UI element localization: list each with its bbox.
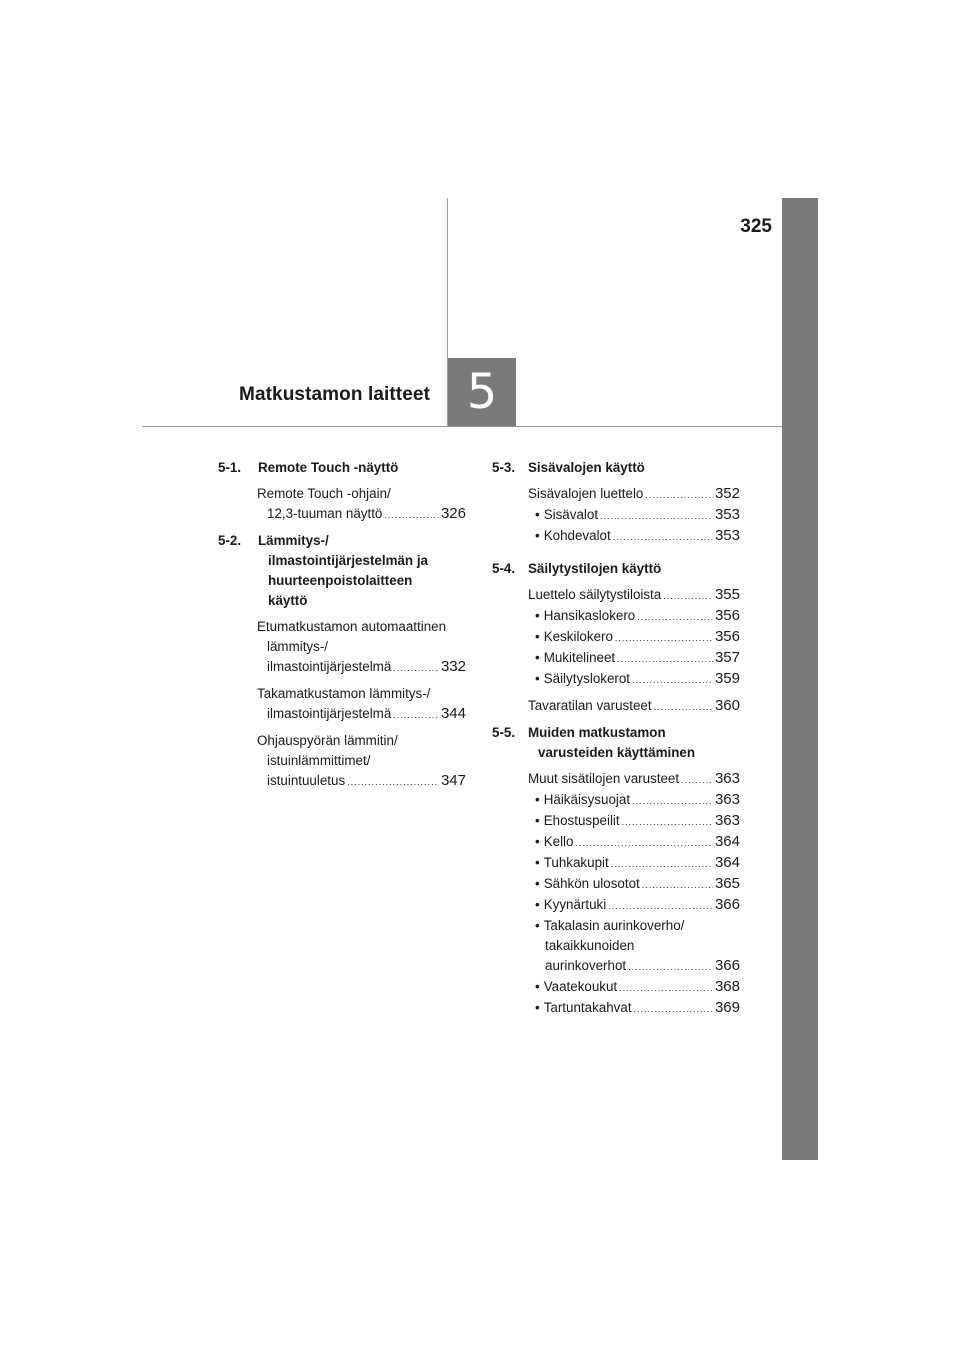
dot-leader — [611, 854, 713, 874]
entry-text: Tuhkakupit — [543, 855, 609, 870]
entry-text: takaikkunoiden — [545, 938, 635, 953]
dot-leader — [608, 896, 713, 916]
page-ref: 347 — [440, 772, 466, 789]
entry-text: Remote Touch -ohjain/ — [257, 486, 391, 501]
bullet-glyph: • — [535, 507, 540, 522]
dot-leader — [617, 649, 713, 669]
toc-subentry[interactable] — [535, 977, 740, 998]
entry-text: Tavaratilan varusteet — [528, 698, 652, 713]
dot-leader — [347, 772, 439, 792]
entry-text: lämmitys-/ — [267, 639, 328, 654]
bullet-glyph: • — [535, 528, 540, 543]
section-title: Säilytystilojen käyttö — [528, 561, 662, 576]
dot-leader — [634, 999, 713, 1019]
page-ref: 355 — [714, 586, 740, 603]
toc-section-5-4 — [492, 559, 740, 717]
entry-text: Säilytyslokerot — [543, 671, 631, 686]
entry-text: Ohjauspyörän lämmitin/ — [257, 733, 398, 748]
toc-entry[interactable] — [257, 684, 466, 725]
section-heading — [492, 458, 740, 478]
toc-subentry[interactable] — [535, 853, 740, 874]
bullet-glyph: • — [535, 979, 540, 994]
bullet-glyph: • — [535, 1000, 540, 1015]
page-ref: 364 — [714, 854, 740, 871]
page-ref: 363 — [714, 770, 740, 787]
dot-leader — [642, 875, 713, 895]
page-ref: 352 — [714, 485, 740, 502]
page-number: 325 — [740, 216, 772, 237]
entry-text: Tartuntakahvat — [543, 1000, 632, 1015]
entry-text: Vaatekoukut — [543, 979, 618, 994]
page-ref: 360 — [714, 697, 740, 714]
section-thumb-tab — [782, 198, 818, 1160]
toc-subentry[interactable] — [535, 916, 740, 977]
toc-subentry[interactable] — [535, 895, 740, 916]
entry-text: Kohdevalot — [543, 528, 611, 543]
section-title: huurteenpoistolaitteen — [268, 573, 413, 588]
section-heading — [492, 559, 740, 579]
toc-left-column — [218, 458, 466, 798]
toc-entry[interactable] — [257, 484, 466, 525]
toc-subentry[interactable] — [535, 526, 740, 547]
dot-leader — [637, 607, 713, 627]
bullet-glyph: • — [535, 629, 540, 644]
page-ref: 353 — [714, 527, 740, 544]
page-ref: 365 — [714, 875, 740, 892]
dot-leader — [384, 505, 439, 525]
dot-leader — [654, 697, 713, 717]
bullet-glyph: • — [535, 918, 540, 933]
toc-subentry[interactable] — [535, 669, 740, 690]
dot-leader — [393, 658, 439, 678]
section-number: 5-5. — [492, 725, 516, 740]
entry-text: Kello — [543, 834, 574, 849]
toc-subentry[interactable] — [535, 998, 740, 1019]
toc-right-column — [492, 458, 740, 1025]
section-heading — [492, 723, 740, 763]
dot-leader — [615, 628, 713, 648]
page-ref: 366 — [714, 957, 740, 974]
dot-leader — [393, 705, 439, 725]
entry-text: Mukitelineet — [543, 650, 616, 665]
entry-text: Luettelo säilytystiloista — [528, 587, 662, 602]
entry-text: aurinkoverhot — [545, 958, 627, 973]
toc-subentry[interactable] — [535, 648, 740, 669]
entry-text: Häikäisysuojat — [543, 792, 631, 807]
dot-leader — [632, 670, 713, 690]
bullet-glyph: • — [535, 792, 540, 807]
page-ref: 353 — [714, 506, 740, 523]
page-ref: 363 — [714, 791, 740, 808]
page-ref: 369 — [714, 999, 740, 1016]
toc-subentry[interactable] — [535, 811, 740, 832]
toc-entry[interactable] — [528, 696, 740, 717]
entry-text: Muut sisätilojen varusteet — [528, 771, 680, 786]
toc-entry[interactable] — [257, 731, 466, 792]
toc-subentry[interactable] — [535, 505, 740, 526]
dot-leader — [663, 586, 713, 606]
entry-text: istuinlämmittimet/ — [267, 753, 371, 768]
bullet-glyph: • — [535, 650, 540, 665]
entry-text: Sisävalojen luettelo — [528, 486, 644, 501]
section-number: 5-3. — [492, 460, 516, 475]
toc-subentry[interactable] — [535, 874, 740, 895]
toc-entry[interactable] — [528, 484, 740, 505]
entry-text: ilmastointijärjestelmä — [267, 659, 392, 674]
bullet-glyph: • — [535, 608, 540, 623]
page-ref: 332 — [440, 658, 466, 675]
entry-text: Takamatkustamon lämmitys-/ — [257, 686, 431, 701]
toc-subentry[interactable] — [535, 606, 740, 627]
toc-section-5-3 — [492, 458, 740, 553]
entry-text: 12,3-tuuman näyttö — [267, 506, 383, 521]
page-ref: 356 — [714, 628, 740, 645]
dot-leader — [619, 978, 713, 998]
chapter-title: Matkustamon laitteet — [239, 384, 430, 405]
entry-text: Keskilokero — [543, 629, 613, 644]
section-title: Muiden matkustamon — [528, 725, 666, 740]
bullet-glyph: • — [535, 897, 540, 912]
entry-text: ilmastointijärjestelmä — [267, 706, 392, 721]
toc-subentry[interactable] — [535, 790, 740, 811]
bullet-glyph: • — [535, 671, 540, 686]
toc-subentry[interactable] — [535, 832, 740, 853]
toc-subentry[interactable] — [535, 627, 740, 648]
section-number: 5-2. — [218, 533, 242, 548]
page-ref: 344 — [440, 705, 466, 722]
entry-text: Takalasin aurinkoverho/ — [543, 918, 685, 933]
section-heading — [218, 531, 466, 611]
toc-entry[interactable] — [528, 769, 740, 790]
dot-leader — [645, 485, 713, 505]
section-heading — [218, 458, 466, 478]
dot-leader — [622, 812, 713, 832]
bullet-glyph: • — [535, 813, 540, 828]
page-ref: 366 — [714, 896, 740, 913]
toc-section-5-1 — [218, 458, 466, 525]
section-title: ilmastointijärjestelmän ja — [268, 553, 429, 568]
page-ref: 364 — [714, 833, 740, 850]
toc-entry[interactable] — [528, 585, 740, 606]
section-title: varusteiden käyttäminen — [538, 745, 696, 760]
section-title: Sisävalojen käyttö — [528, 460, 645, 475]
section-number: 5-1. — [218, 460, 242, 475]
section-number: 5-4. — [492, 561, 516, 576]
page-ref: 356 — [714, 607, 740, 624]
toc-section-5-5 — [492, 723, 740, 1019]
toc-section-5-2 — [218, 531, 466, 792]
bullet-glyph: • — [535, 834, 540, 849]
page-ref: 359 — [714, 670, 740, 687]
entry-text: Sähkön ulosotot — [543, 876, 640, 891]
page-ref: 326 — [440, 505, 466, 522]
entry-text: istuintuuletus — [267, 773, 346, 788]
dot-leader — [613, 527, 713, 547]
bullet-glyph: • — [535, 855, 540, 870]
entry-text: Ehostuspeilit — [543, 813, 620, 828]
dot-leader — [632, 791, 713, 811]
dot-leader — [628, 957, 713, 977]
chapter-number-box: 5 — [448, 358, 516, 426]
dot-leader — [600, 506, 713, 526]
dot-leader — [681, 770, 713, 790]
entry-text: Hansikaslokero — [543, 608, 636, 623]
entry-text: Kyynärtuki — [543, 897, 607, 912]
page-ref: 368 — [714, 978, 740, 995]
section-title: käyttö — [268, 593, 308, 608]
page-ref: 357 — [714, 649, 740, 666]
entry-text: Sisävalot — [543, 507, 599, 522]
entry-text: Etumatkustamon automaattinen — [257, 619, 447, 634]
section-title: Remote Touch -näyttö — [258, 460, 399, 475]
section-title: Lämmitys-/ — [258, 533, 329, 548]
bullet-glyph: • — [535, 876, 540, 891]
page-ref: 363 — [714, 812, 740, 829]
dot-leader — [575, 833, 712, 853]
toc-entry[interactable] — [257, 617, 466, 678]
header-horizontal-rule — [142, 426, 782, 427]
